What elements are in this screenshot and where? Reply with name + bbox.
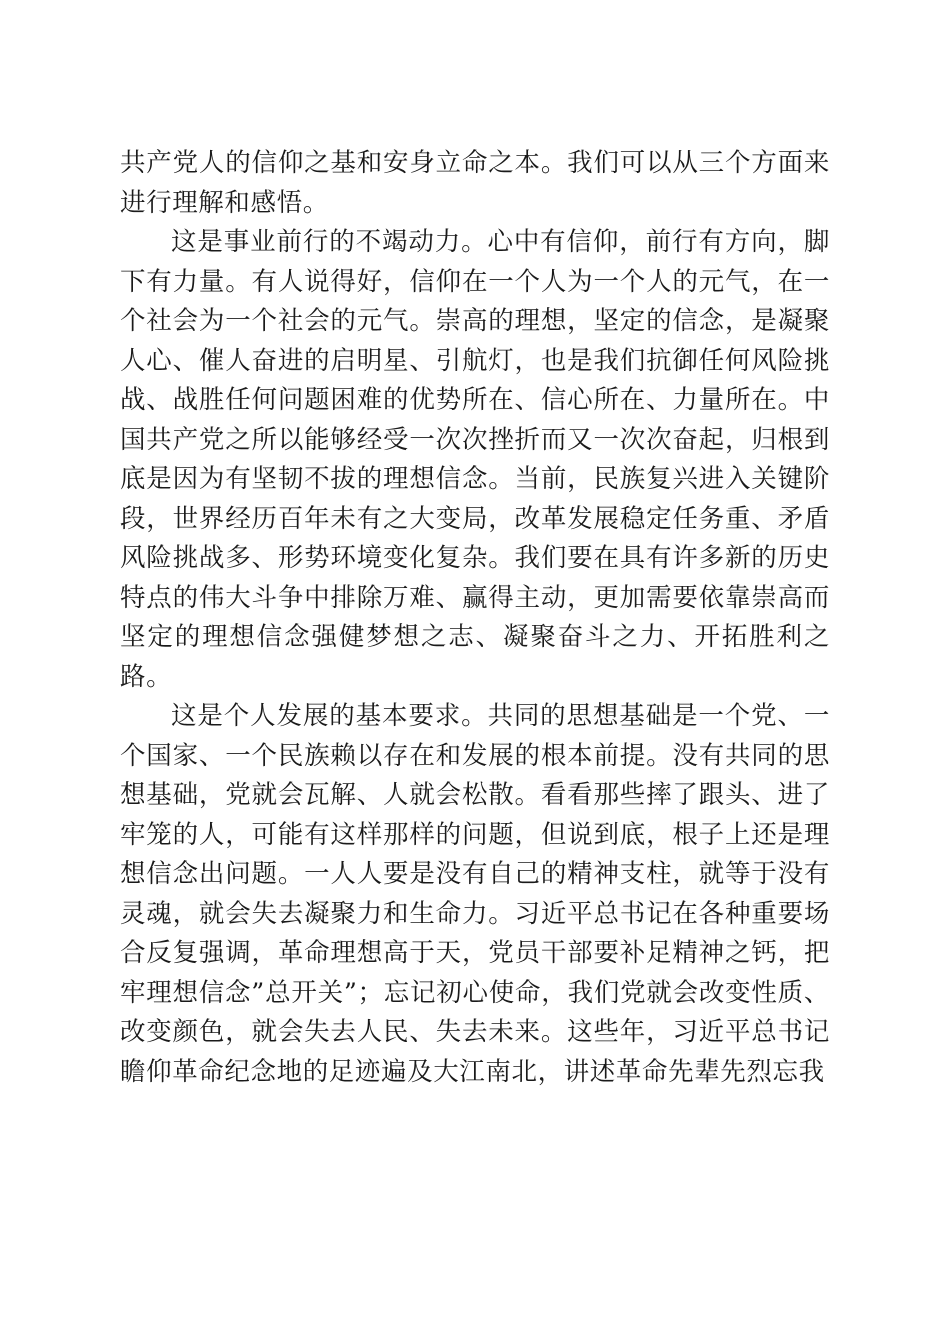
document-body bbox=[120, 144, 830, 1092]
paragraph-driving-force: 这是事业前行的不竭动力。心中有信仰，前行有方向，脚下有力量。有人说得好，信仰在一个人为一个人的元气，在一个社会为一个社会的元气。崇高的理想，坚定的信念，是凝聚人心、催人奋进的启明星、引航灯，也是我们抗御任何风险挑战、战胜任何问题困难的优势所在、信心所在、力量所在。中国共产党之所以能够经受一次次挫折而又一次次奋起，归根到底是因为有坚韧不拔的理想信念。当前，民族复兴进入关键阶段，世界经历百年未有之大变局，改革发展稳定任务重、矛盾风险挑战多、形势环境变化复杂。我们要在具有许多新的历史特点的伟大斗争中排除万难、赢得主动，更加需要依靠崇高而坚定的理想信念强健梦想之志、凝聚奋斗之力、开拓胜利之路。 bbox=[120, 227, 830, 692]
paragraph-personal-development: 这是个人发展的基本要求。共同的思想基础是一个党、一个国家、一个民族赖以存在和发展的根本前提。没有共同的思想基础，党就会瓦解、人就会松散。看看那些摔了跟头、进了牢笼的人，可能有这样那样的问题，但说到底，根子上还是理想信念出问题。一人人要是没有自己的精神支柱，就等于没有灵魂，就会失去凝聚力和生命力。习近平总书记在各种重要场合反复强调，革命理想高于天，党员干部要补足精神之钙，把牢理想信念”总开关”；忘记初心使命，我们党就会改变性质、改变颜色，就会失去人民、失去未来。这些年，习近平总书记瞻仰革命纪念地的足迹遍及大江南北，讲述革命先辈先烈忘我 bbox=[120, 701, 830, 1087]
paragraph-continuation: 共产党人的信仰之基和安身立命之本。我们可以从三个方面来进行理解和感悟。 bbox=[120, 148, 830, 218]
